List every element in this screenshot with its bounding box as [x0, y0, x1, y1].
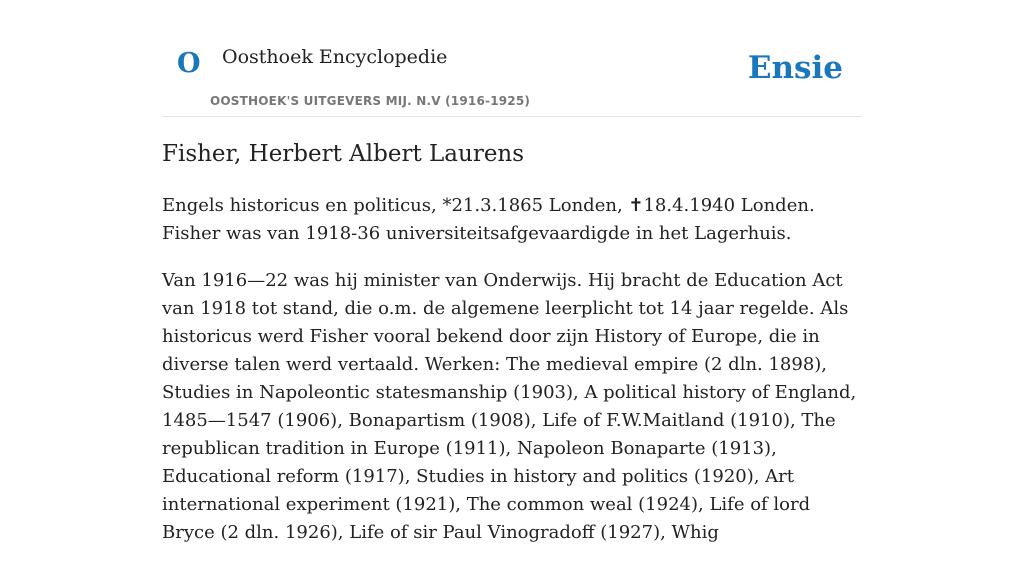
publication-logo[interactable]: O: [177, 48, 201, 79]
entry-content: [162, 192, 867, 566]
entry-paragraph: Van 1916—22 was hij minister van Onderwijs. Hij bracht de Education Act van 1918 tot stand, die o.m. de algemene leerplicht tot 14 jaar regelde. Als historicus werd Fisher vooral bekend door zijn History of Europe, die in diverse talen werd vertaald. Werken: The medieval empire (2 dln. 1898), Studies in Napoleontic statesmanship (1903), A political history of England, 1485—1547 (1906), Bonapartism (1908), Life of F.W.Maitland (1910), The republican tradition in Europe (1911), Napoleon Bonaparte (1913), Educational reform (1917), Studies in history and politics (1920), Art international experiment (1921), The common weal (1924), Life of lord Bryce (2 dln. 1926), Life of sir Paul Vinogradoff (1927), Whig: [162, 270, 857, 543]
site-header: [162, 0, 862, 117]
entry-title: Fisher, Herbert Albert Laurens: [162, 141, 525, 167]
entry-paragraph: Engels historicus en politicus, *21.3.1865 Londen, ✝18.4.1940 Londen. Fisher was van 1918-36 universiteitsafgevaardigde in het Lagerhuis.: [162, 195, 815, 244]
publication-title[interactable]: Oosthoek Encyclopedie: [222, 46, 448, 68]
publisher-label: OOSTHOEK'S UITGEVERS MIJ. N.V (1916-1925): [210, 94, 531, 108]
brand-logo-link[interactable]: Ensie: [747, 50, 843, 86]
